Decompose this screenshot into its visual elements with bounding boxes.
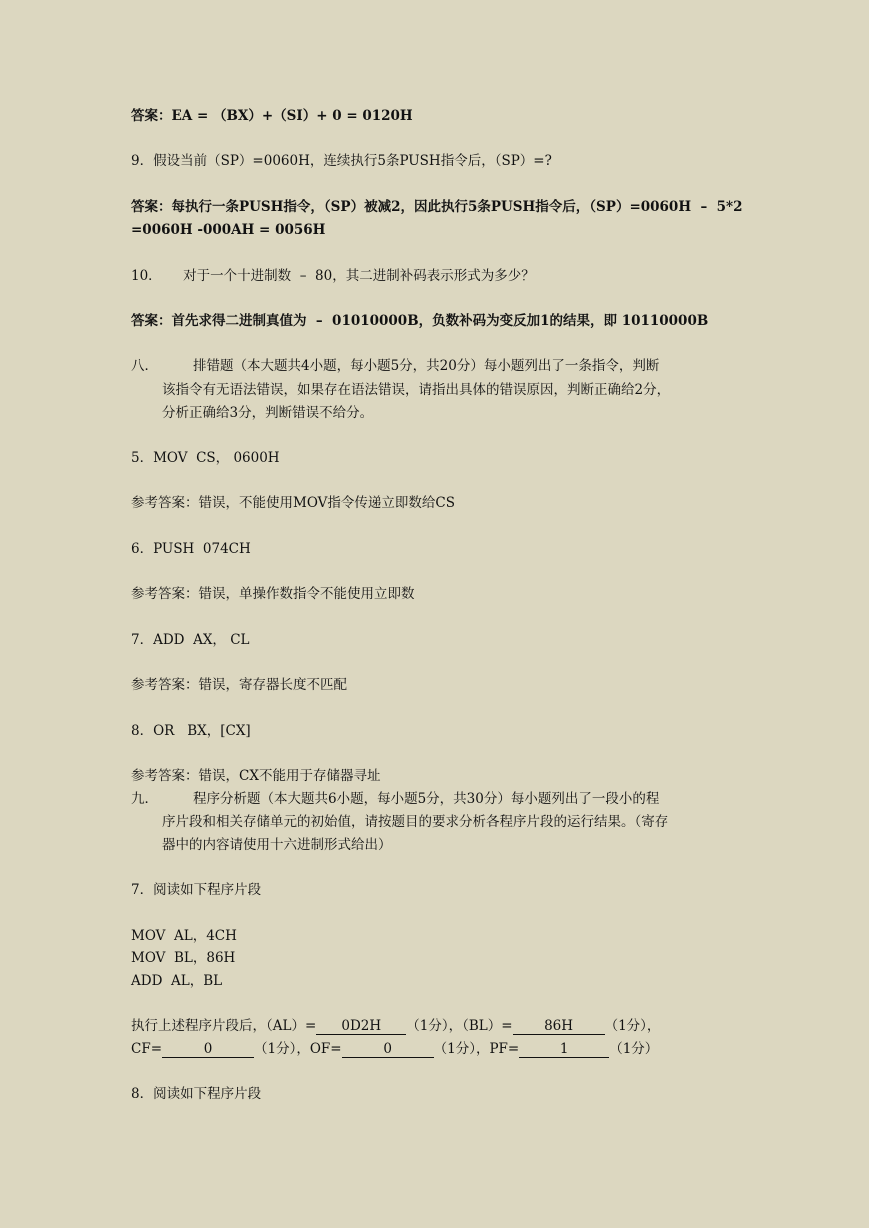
error-question-8: 8．OR BX，[CX] [131,723,251,739]
error-question-7: 7．ADD AX， CL [131,632,250,648]
program-question-7: 7．阅读如下程序片段 [131,882,262,898]
result-line1-tail: （1分）， [604,1018,661,1034]
error-answer-7: 参考答案：错误，寄存器长度不匹配 [131,677,347,693]
cf-label: CF= [131,1041,163,1057]
of-answer-blank: 0 [342,1041,434,1058]
result-line-2 [131,1040,658,1058]
q9-answer-line1: 答案：每执行一条PUSH指令，（SP）被减2，因此执行5条PUSH指令后，（SP）=0060H – 5*2 [131,199,743,215]
result-bl-label: （1分），（BL）= [406,1018,513,1034]
program-question-8: 8．阅读如下程序片段 [131,1086,262,1102]
of-label: （1分），OF= [254,1041,342,1057]
pf-answer-blank: 1 [519,1041,609,1058]
pf-label: （1分），PF= [433,1041,520,1057]
code-line-2: MOV BL，86H [131,950,236,966]
code-line-3: ADD AL，BL [131,973,223,989]
al-answer-blank: 0D2H [316,1018,406,1035]
q8-answer: 答案：EA = （BX）+（SI）+ 0 = 0120H [131,108,413,124]
section-8-line2: 该指令有无语法错误，如果存在语法错误，请指出具体的错误原因，判断正确给2分， [162,382,671,398]
section-9-line2: 序片段和相关存储单元的初始值，请按题目的要求分析各程序片段的运行结果。（寄存 [162,814,669,830]
cf-answer-blank: 0 [162,1041,254,1058]
section-9-line3: 器中的内容请使用十六进制形式给出） [162,837,392,853]
question-9: 9．假设当前（SP）=0060H，连续执行5条PUSH指令后，（SP）=? [131,153,552,169]
error-answer-5: 参考答案：错误，不能使用MOV指令传递立即数给CS [131,495,455,511]
bl-answer-blank: 86H [513,1018,605,1035]
section-8-line3: 分析正确给3分，判断错误不给分。 [162,405,374,421]
question-10: 10． 对于一个十进制数 – 80，其二进制补码表示形式为多少？ [131,268,535,284]
error-answer-6: 参考答案：错误，单操作数指令不能使用立即数 [131,586,415,602]
section-8-line1: 排错题（本大题共4小题，每小题5分，共20分）每小题列出了一条指令，判断 [193,358,660,374]
error-answer-8: 参考答案：错误，CX不能用于存储器寻址 [131,768,381,784]
result-line2-tail: （1分） [609,1041,659,1057]
error-question-6: 6．PUSH 074CH [131,541,251,557]
result-al-label: 执行上述程序片段后，（AL）= [131,1018,317,1034]
section-9-number: 九． [131,791,158,807]
q9-answer-line2: =0060H -000AH = 0056H [131,222,326,238]
error-question-5: 5．MOV CS， 0600H [131,450,280,466]
code-line-1: MOV AL，4CH [131,928,237,944]
section-9-line1: 程序分析题（本大题共6小题，每小题5分，共30分）每小题列出了一段小的程 [193,791,660,807]
result-line-1 [131,1017,660,1035]
q10-answer: 答案：首先求得二进制真值为 – 01010000B，负数补码为变反加1的结果，即 10110000B [131,313,709,329]
section-8-number: 八． [131,358,158,374]
